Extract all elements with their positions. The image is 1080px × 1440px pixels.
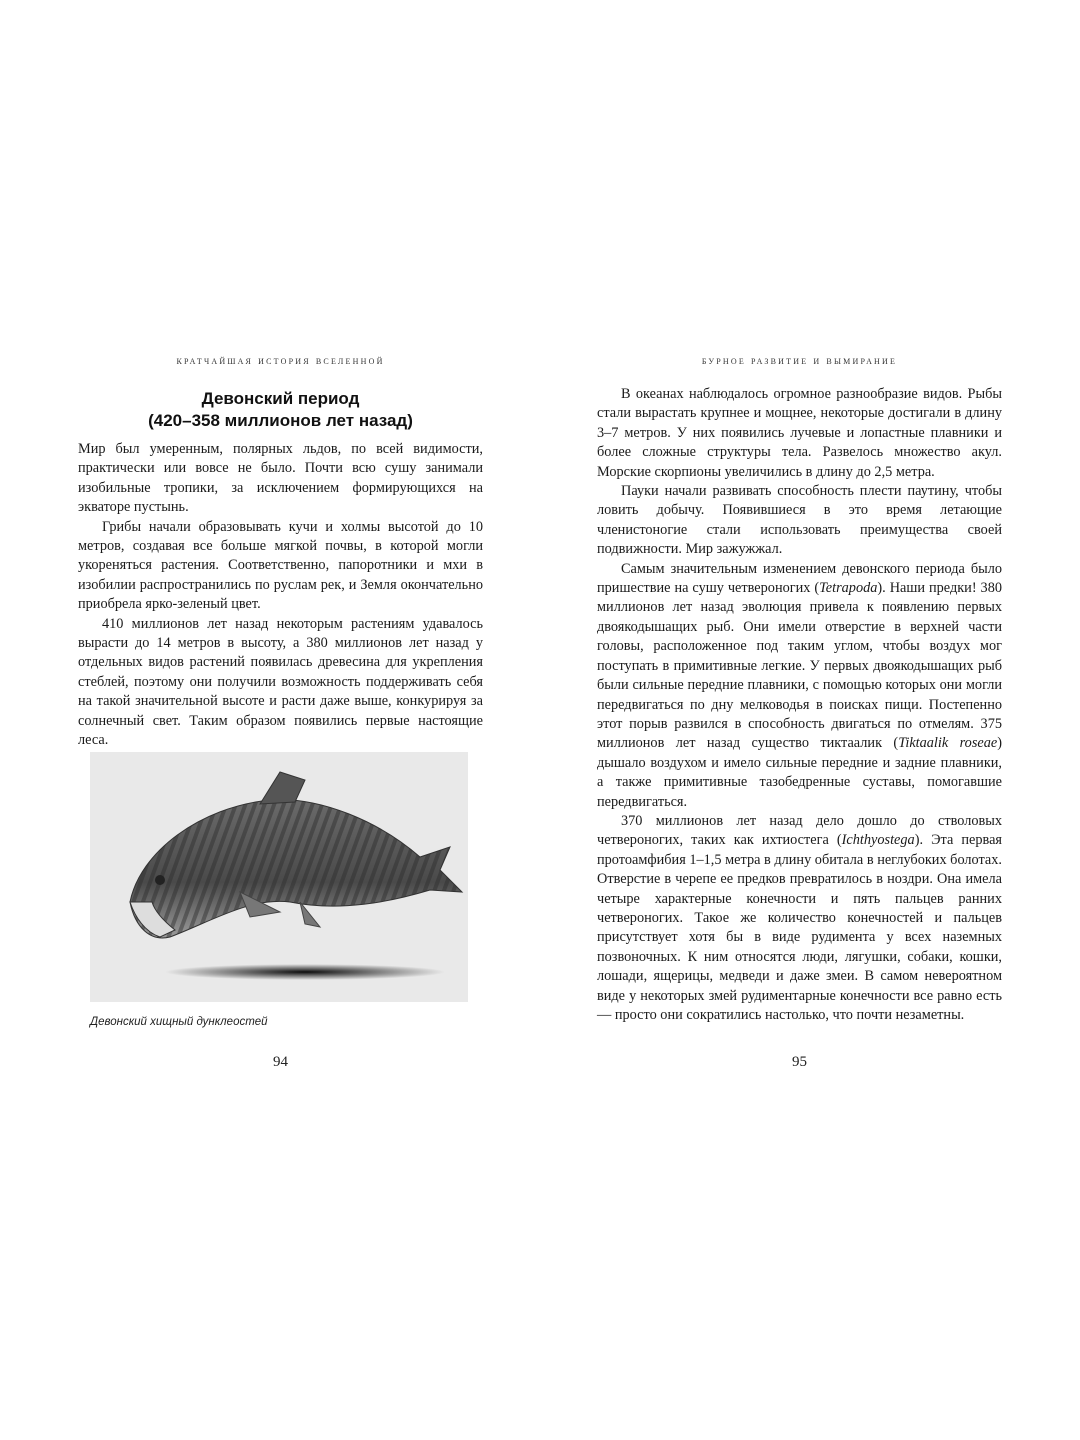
text-span: ) дышало воздухом и имело сильные передние и задние плавники, а также примитивные тазобедренные суставы, помогавшие передвигаться. [597,735,1002,810]
paragraph: 410 миллионов лет назад некоторым растениям удавалось вырасти до 14 метров в высоту, а 380 миллионов лет назад у отдельных видов растений появилась древесина для укрепления стеблей, поэтому они получили возможность поддерживать себя на такой значительной высоте и расти даже выше, конкурируя за солнечный свет. Таким образом появились первые настоящие леса. [78,615,483,749]
paragraph: Грибы начали образовывать кучи и холмы высотой до 10 метров, создавая все больше мягкой почвы, в которой могли укореняться растения. Соответственно, папоротники и мхи в изобилии распространились по руслам рек, и Земля окончательно приобрела ярко-зеленый цвет. [78,518,483,613]
paragraph: Пауки начали развивать способность плести паутину, чтобы ловить добычу. Появившиеся в это время летающие членистоногие стали использовать преимущества своей подвижности. Мир зажужжал. [597,483,1002,558]
paragraph: Мир был умеренным, полярных льдов, по всей видимости, практически или вовсе не было. Почти всю сушу занимали изобильные тропики, за исключением формирующихся на экваторе пустынь. [78,441,483,516]
chapter-title-main: Девонский период [201,389,360,408]
right-body-text [597,385,1002,1025]
running-head-left: кратчайшая история вселенной [176,355,385,367]
latin-name: Ichthyostega [841,832,915,849]
paragraph: В океанах наблюдалось огромное разнообразие видов. Рыбы стали вырастать крупнее и мощнее, некоторые достигали в длину 3–7 метров. У них появились лучевые и лопастные плавники и более сложные структуры тела. Развелось множество акул. Морские скорпионы увеличились в длину до 2,5 метра. [597,386,1002,480]
latin-name: Tetrapoda [819,580,878,597]
left-body-text [78,440,483,751]
chapter-title-dates: (420–358 миллионов лет назад) [148,411,413,430]
paragraph [597,812,1002,1025]
text-span: Самым значительным изменением девонского периода было пришествие на сушу четвероногих ( [597,560,1002,597]
text-span: ). Наши предки! 380 миллионов лет назад эволюция привела к появлению первых двоякодышащих рыб. Они имели отверстие в верхней части головы, расположенное под таким углом, чтобы воздух мог поступать в примитивные легкие. У первых двоякодышащих рыб были сильные передние плавники, с помощью которых они могли передвигаться по дну мелководья в поисках пищи. Постепенно этот порыв развился в способность двигаться по отмелям. 375 миллионов лет назад существо тиктаалик ( [597,580,1002,752]
latin-name: Tiktaalik roseae [898,735,998,752]
page-number-right: 95 [792,1054,807,1070]
text-span: ). Эта первая протоамфибия 1–1,5 метра в длину обитала в неглубоких болотах. Отверстие в черепе ее предков превратилось в ноздри. Она имела четыре характерные конечности и пять пальцев ранних четвероногих. Такое же количество конечностей и пальцев присутствует хотя бы в виде рудимента у всех наземных позвоночных. К ним относятся люди, лягушки, собаки, кошки, лошади, ящерицы, медведи и даже змеи. В самом невероятном виде у некоторых змей рудиментарные конечности все равно есть — просто они сократились настолько, что почти незаметны. [597,832,1003,1023]
paragraph [597,560,1002,812]
figure-caption: Девонский хищный дунклеостей [90,1016,268,1028]
dunkleosteus-illustration [90,752,468,1002]
text-span: 370 миллионов лет назад дело дошло до стволовых четвероногих, таких как ихтиостега ( [597,812,1002,849]
running-head-right: бурное развитие и вымирание [701,355,898,367]
page-number-left: 94 [273,1054,288,1070]
chapter-title [78,388,483,432]
